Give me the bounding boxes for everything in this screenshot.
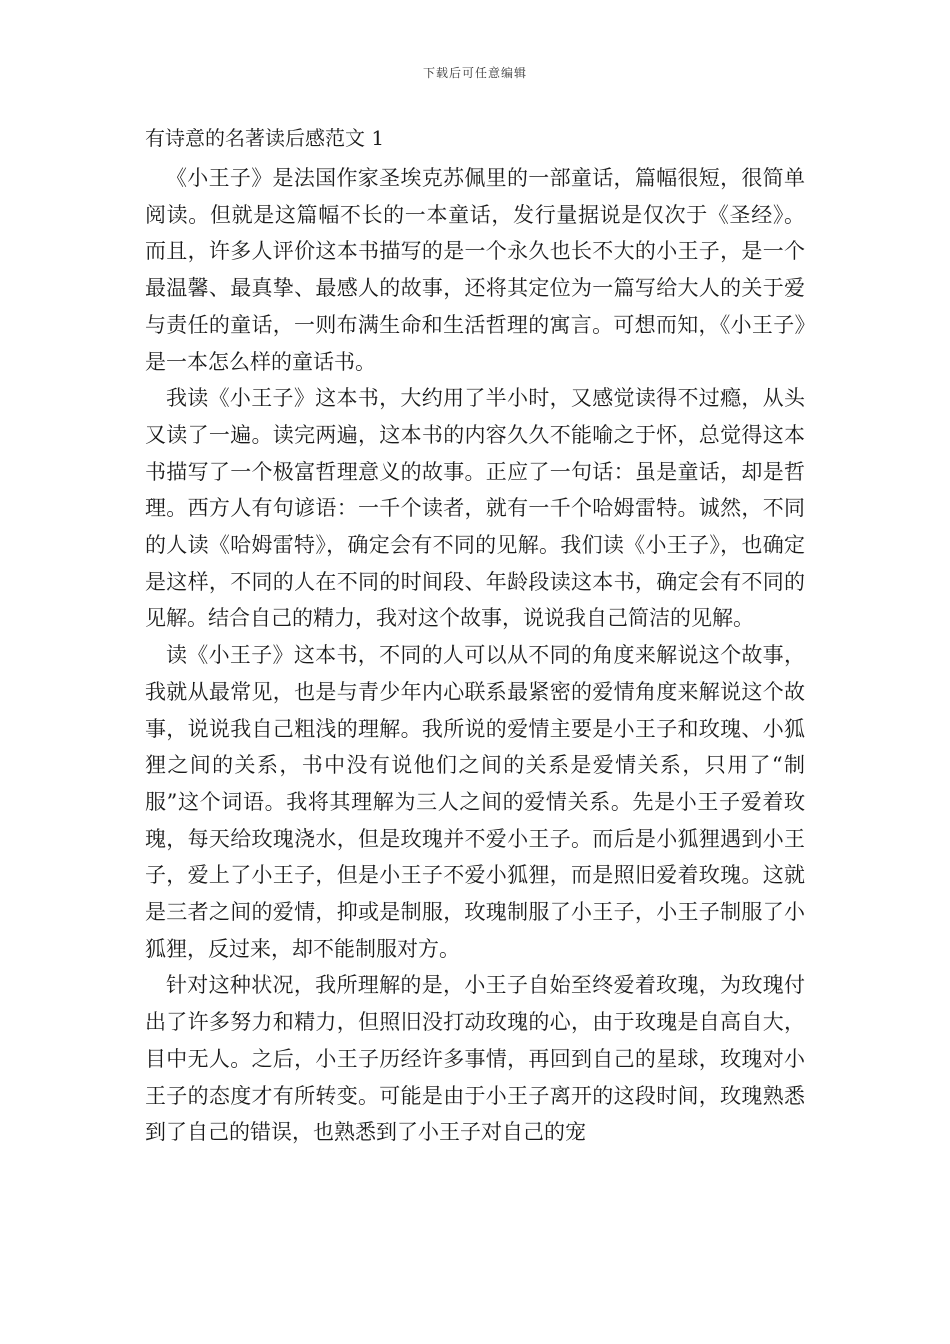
page-header: 下载后可任意编辑 bbox=[422, 66, 527, 80]
paragraph-1: 《小王子》是法国作家圣埃克苏佩里的一部童话，篇幅很短，很简单阅读。但就是这篇幅不长的一本童话，发行量据说是仅次于《圣经》。而且，许多人评价这本书描写的是一个永久也长不大的小王子，是一个最温馨、最真挚、最感人的故事，还将其定位为一篇写给大人的关于爱与责任的童话，一则布满生命和生活哲理的寓言。可想而知，《小王子》是一本怎么样的童话书。 bbox=[145, 166, 805, 374]
document-title: 有诗意的名著读后感范文 1 bbox=[145, 126, 385, 150]
paragraph-3: 读《小王子》这本书，不同的人可以从不同的角度来解说这个故事，我就从最常见，也是与青少年内心联系最紧密的爱情角度来解说这个故事，说说我自己粗浅的理解。我所说的爱情主要是小王子和玫瑰、小狐狸之间的关系，书中没有说他们之间的关系是爱情关系，只用了“制服”这个词语。我将其理解为三人之间的爱情关系。先是小王子爱着玫瑰，每天给玫瑰浇水，但是玫瑰并不爱小王子。而后是小狐狸遇到小王子，爱上了小王子，但是小王子不爱小狐狸，而是照旧爱着玫瑰。这就是三者之间的爱情，抑或是制服，玫瑰制服了小王子，小王子制服了小狐狸，反过来，却不能制服对方。 bbox=[145, 643, 805, 961]
paragraph-2: 我读《小王子》这本书，大约用了半小时，又感觉读得不过瘾，从头又读了一遍。读完两遍，这本书的内容久久不能喻之于怀，总觉得这本书描写了一个极富哲理意义的故事。正应了一句话：虽是童话，却是哲理。西方人有句谚语：一千个读者，就有一千个哈姆雷特。诚然，不同的人读《哈姆雷特》，确定会有不同的见解。我们读《小王子》，也确定是这样，不同的人在不同的时间段、年龄段读这本书，确定会有不同的见解。结合自己的精力，我对这个故事，说说我自己简洁的见解。 bbox=[145, 386, 805, 631]
paragraph-4: 针对这种状况，我所理解的是，小王子自始至终爱着玫瑰，为玫瑰付出了许多努力和精力，但照旧没打动玫瑰的心，由于玫瑰是自高自大，目中无人。之后，小王子历经许多事情，再回到自己的星球，玫瑰对小王子的态度才有所转变。可能是由于小王子离开的这段时间，玫瑰熟悉到了自己的错误，也熟悉到了小王子对自己的宠 bbox=[145, 973, 805, 1145]
document-body bbox=[145, 124, 805, 1151]
